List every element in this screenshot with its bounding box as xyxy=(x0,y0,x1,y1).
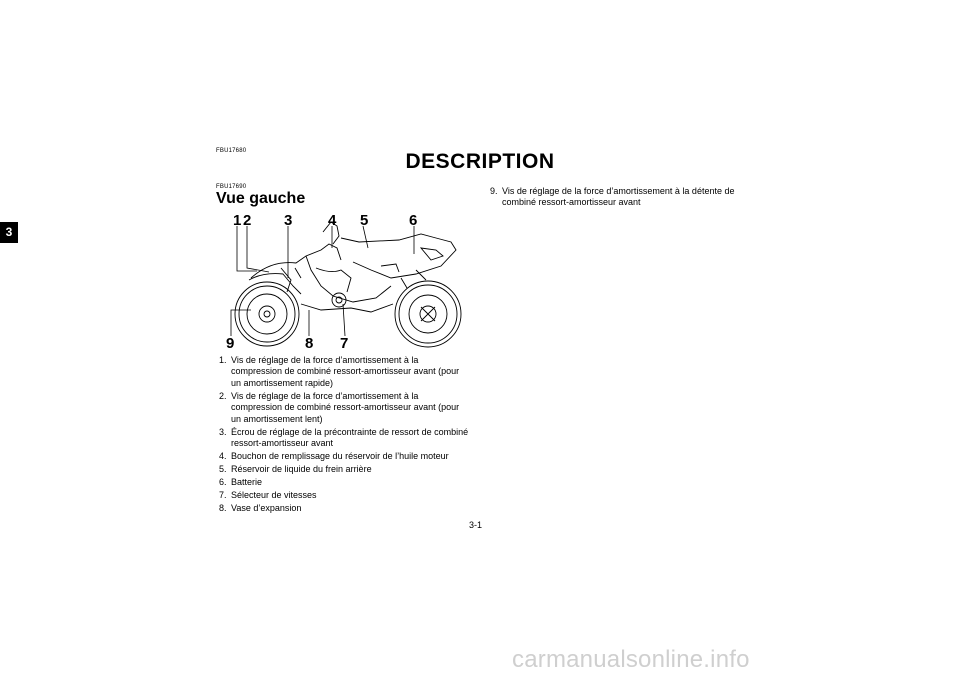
legend-item-text: Batterie xyxy=(231,477,263,488)
legend-item xyxy=(219,503,471,514)
front-wheel xyxy=(235,282,299,346)
legend-item-text: Bouchon de remplissage du réservoir de l’huile moteur xyxy=(231,451,449,462)
callout-7: 7 xyxy=(340,335,349,350)
legend-item xyxy=(219,490,471,501)
legend-item-text: Vis de réglage de la force d’amortissement à la détente de combiné ressort-amortisseur avant xyxy=(502,186,735,208)
legend-item-number: 4. xyxy=(219,451,227,462)
legend-list-right xyxy=(490,186,750,210)
legend-item xyxy=(219,477,471,488)
legend-item-text: Écrou de réglage de la précontrainte de ressort de combiné ressort-amortisseur avant xyxy=(231,426,469,449)
legend-item-number: 3. xyxy=(219,426,227,437)
watermark-text: carmanualsonline.info xyxy=(512,646,750,673)
legend-item-text: Sélecteur de vitesses xyxy=(231,490,317,501)
legend-item xyxy=(219,355,471,389)
callout-3: 3 xyxy=(284,212,293,229)
callout-5: 5 xyxy=(360,212,369,229)
chapter-tab: 3 xyxy=(0,222,18,243)
rear-wheel xyxy=(395,281,461,347)
document-code: FBU17680 xyxy=(216,148,247,154)
callout-9: 9 xyxy=(226,335,235,350)
page-title: DESCRIPTION xyxy=(405,150,555,173)
legend-item-number: 6. xyxy=(219,477,227,488)
legend-item-number: 2. xyxy=(219,390,227,401)
legend-list-left xyxy=(219,355,471,516)
section-code: FBU17690 xyxy=(216,184,247,190)
legend-item xyxy=(219,451,471,462)
callout-1: 1 xyxy=(233,212,242,229)
atv-left-view-illustration xyxy=(221,208,471,350)
legend-item-number: 1. xyxy=(219,355,227,365)
section-title: Vue gauche xyxy=(216,190,306,207)
legend-item xyxy=(490,186,750,209)
page-number: 3-1 xyxy=(469,520,483,530)
legend-item-number: 7. xyxy=(219,490,227,501)
legend-item-text: Vis de réglage de la force d’amortissement à la compression de combiné ressort-amortisseur avant (pour un amortissement rapide) xyxy=(231,355,460,388)
legend-item-text: Vase d’expansion xyxy=(231,503,302,514)
callout-4: 4 xyxy=(328,212,337,229)
callout-8: 8 xyxy=(305,335,314,350)
callout-6: 6 xyxy=(409,212,418,229)
legend-item-number: 5. xyxy=(219,464,227,475)
legend-item xyxy=(219,391,471,425)
legend-item xyxy=(219,427,471,450)
legend-item-number: 8. xyxy=(219,503,227,514)
legend-item-text: Réservoir de liquide du frein arrière xyxy=(231,464,372,475)
legend-item xyxy=(219,464,471,475)
callout-2: 2 xyxy=(243,212,252,229)
legend-item-text: Vis de réglage de la force d’amortissement à la compression de combiné ressort-amortisseur avant (pour un amortissement lent) xyxy=(231,390,460,424)
legend-item-number: 9. xyxy=(490,186,498,196)
